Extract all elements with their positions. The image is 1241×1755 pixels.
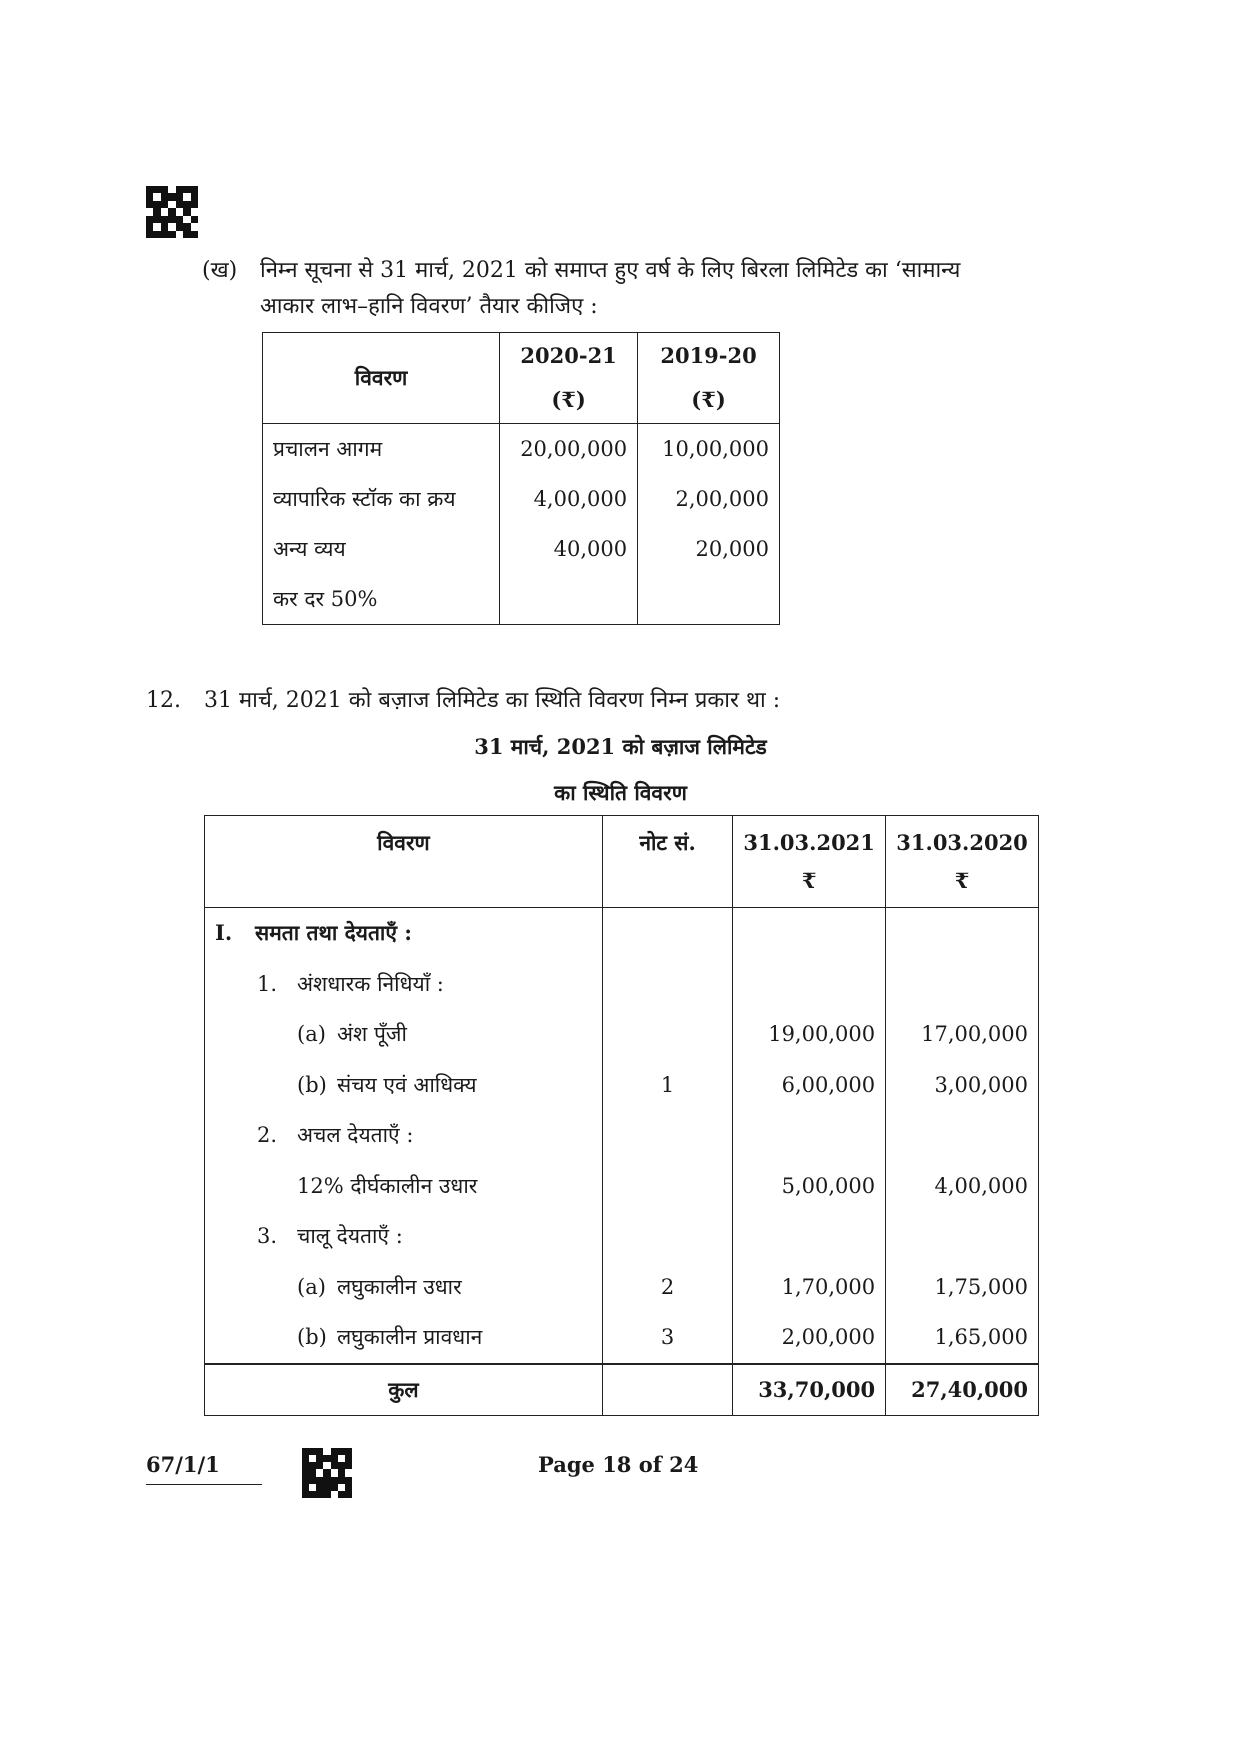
row-note: 1 [602,1060,732,1111]
row-label: लघुकालीन प्रावधान [337,1325,483,1350]
row-label: संचय एवं आधिक्य [337,1072,477,1097]
row-tag: (b) [297,1325,327,1350]
row-value-2020-21: 4,00,000 [500,474,638,524]
row-value-2020: 17,00,000 [886,1009,1039,1060]
row-value-2021: 6,00,000 [733,1060,886,1111]
group-non-current-liabilities [205,1110,603,1161]
table-header-row [205,816,1039,908]
qr-code-footer [302,1448,352,1498]
row-value-2020: 1,75,000 [886,1262,1039,1313]
header-31-03-2020-date: 31.03.2020 [896,830,1028,855]
qr-code-top [146,186,198,238]
row-label: कर दर 50% [263,574,500,625]
header-31-03-2021-currency: ₹ [801,868,817,893]
header-2020-21-year: 2020-21 [520,343,617,368]
row-share-capital [205,1009,603,1060]
row-note: 3 [602,1312,732,1364]
paper-code: 67/1/1 [146,1452,220,1477]
q12-heading1: 31 मार्च, 2021 को बज़ाज लिमिटेड [474,734,767,759]
header-2020-21 [500,333,638,424]
row-value-2020-21: 20,00,000 [500,424,638,475]
row-value-2021: 2,00,000 [733,1312,886,1364]
q11b-label: (ख) [202,258,238,283]
header-2019-20-year: 2019-20 [660,343,757,368]
section-title: समता तथा देयताएँ : [255,920,413,946]
header-31-03-2020 [886,816,1039,908]
common-size-data-table [262,332,780,625]
row-label: अन्य व्यय [263,524,500,574]
group-row [205,1211,1039,1262]
row-value-2020-21 [500,574,638,625]
q12-text: 31 मार्च, 2021 को बज़ाज लिमिटेड का स्थिति विवरण निम्न प्रकार था : [204,688,781,713]
total-value-2020: 27,40,000 [886,1364,1039,1416]
section-equity-liabilities [205,908,603,959]
header-31-03-2021 [733,816,886,908]
row-label: लघुकालीन उधार [337,1274,462,1299]
header-2020-21-currency: (₹) [551,387,586,412]
section-row [205,908,1039,959]
row-label: प्रचालन आगम [263,424,500,475]
group-row [205,1110,1039,1161]
section-number: I. [215,920,233,946]
row-tag: (b) [297,1072,327,1097]
row-value-2021: 5,00,000 [733,1161,886,1212]
total-value-2021: 33,70,000 [733,1364,886,1416]
header-31-03-2021-date: 31.03.2021 [743,830,875,855]
row-reserves-surplus [205,1060,603,1111]
group-title: चालू देयताएँ : [297,1224,403,1249]
row-value-2019-20 [638,574,780,625]
row-short-term-provisions [205,1312,603,1364]
table-row [205,1312,1039,1364]
header-2019-20 [638,333,780,424]
group-row [205,959,1039,1010]
q11b-line2: आकार लाभ–हानि विवरण’ तैयार कीजिए : [260,294,598,319]
header-note-no: नोट सं. [602,816,732,908]
row-label: व्यापारिक स्टॉक का क्रय [263,474,500,524]
table-row [263,574,780,625]
table-row [263,474,780,524]
header-particulars: विवरण [205,816,603,908]
table-row [205,1009,1039,1060]
row-value-2020-21: 40,000 [500,524,638,574]
q12-heading2: का स्थिति विवरण [554,780,687,805]
row-value-2020: 4,00,000 [886,1161,1039,1212]
group-number: 3. [257,1224,278,1249]
table-header-row [263,333,780,424]
header-31-03-2020-currency: ₹ [954,868,970,893]
row-note: 2 [602,1262,732,1313]
group-number: 1. [257,971,278,996]
row-value-2021: 19,00,000 [733,1009,886,1060]
table-row [205,1262,1039,1313]
table-row [205,1060,1039,1111]
paper-code-underline [146,1484,262,1485]
row-value-2019-20: 10,00,000 [638,424,780,475]
q12-number: 12. [146,688,181,713]
row-label: अंश पूँजी [337,1022,407,1047]
table-row [205,1161,1039,1212]
total-row [205,1364,1039,1416]
header-2019-20-currency: (₹) [691,387,726,412]
group-number: 2. [257,1123,278,1148]
group-title: अंशधारक निधियाँ : [297,971,444,996]
q11b-line1: निम्न सूचना से 31 मार्च, 2021 को समाप्त हुए वर्ष के लिए बिरला लिमिटेड का ‘सामान्य [260,258,961,283]
row-long-term-borrowings: 12% दीर्घकालीन उधार [205,1161,603,1212]
header-particulars: विवरण [263,333,500,424]
group-title: अचल देयताएँ : [297,1123,414,1148]
row-value-2020: 3,00,000 [886,1060,1039,1111]
row-short-term-borrowings [205,1262,603,1313]
balance-sheet-table [204,815,1039,1416]
row-value-2021: 1,70,000 [733,1262,886,1313]
total-label: कुल [205,1364,603,1416]
page-number: Page 18 of 24 [538,1452,699,1477]
row-value-2019-20: 2,00,000 [638,474,780,524]
table-row [263,524,780,574]
row-tag: (a) [297,1274,326,1299]
group-shareholders-funds [205,959,603,1010]
group-current-liabilities [205,1211,603,1262]
row-tag: (a) [297,1022,326,1047]
row-value-2020: 1,65,000 [886,1312,1039,1364]
table-row [263,424,780,475]
row-value-2019-20: 20,000 [638,524,780,574]
